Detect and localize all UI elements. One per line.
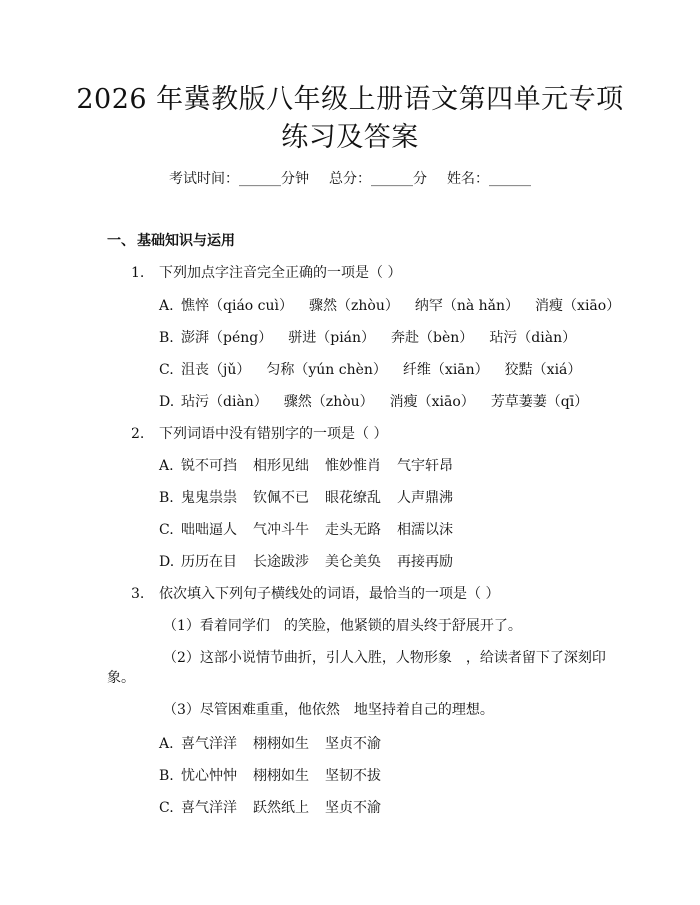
section-title: 基础知识与运用 xyxy=(137,233,235,249)
q1-option-c: C. 沮丧（jǔ） 匀称（yún chèn） 纤维（xiān） 狡黠（xiá） xyxy=(159,362,582,378)
exam-name: 姓名：______ xyxy=(447,171,531,187)
question-1 xyxy=(131,262,401,282)
exam-meta xyxy=(0,168,700,188)
q3-sentence-2: （2）这部小说情节曲折，引人入胜，人物形象 ，给读者留下了深刻印 xyxy=(163,650,606,666)
q1-option-a: A. 憔悴（qiáo cuì） 骤然（zhòu） 纳罕（nà hǎn） 消瘦（xiāo） xyxy=(159,298,621,314)
q2-option-b: B. 鬼鬼祟祟 钦佩不已 眼花缭乱 人声鼎沸 xyxy=(159,490,453,506)
document-title-line-2: 练习及答案 xyxy=(281,122,419,153)
question-number: 1. xyxy=(131,265,145,281)
exam-time: 考试时间：______分钟 xyxy=(169,171,309,187)
q2-option-a: A. 锐不可挡 相形见绌 惟妙惟肖 气宇轩昂 xyxy=(159,458,453,474)
q3-option-c: C. 喜气洋洋 跃然纸上 坚贞不渝 xyxy=(159,800,381,816)
q1-option-d: D. 玷污（diàn） 骤然（zhòu） 消瘦（xiāo） 芳草萋萋（qī） xyxy=(159,394,589,410)
q1-option-b: B. 澎湃（péng） 骈进（pián） 奔赴（bèn） 玷污（diàn） xyxy=(159,330,577,346)
question-text: 下列词语中没有错别字的一项是（ ） xyxy=(159,426,388,442)
q3-sentence-1: （1）看着同学们 的笑脸，他紧锁的眉头终于舒展开了。 xyxy=(163,618,522,634)
question-text: 依次填入下列句子横线处的词语，最恰当的一项是（ ） xyxy=(159,586,500,602)
question-2 xyxy=(131,423,387,443)
q2-option-d: D. 历历在目 长途跋涉 美仑美奂 再接再励 xyxy=(159,554,453,570)
section-number: 一、 xyxy=(107,233,135,249)
exam-score: 总分：______分 xyxy=(329,171,427,187)
q3-option-b: B. 忧心忡忡 栩栩如生 坚韧不拔 xyxy=(159,768,381,784)
question-number: 2. xyxy=(131,426,145,442)
section-heading xyxy=(107,230,235,250)
q3-option-a: A. 喜气洋洋 栩栩如生 坚贞不渝 xyxy=(159,736,381,752)
q2-option-c: C. 咄咄逼人 气冲斗牛 走头无路 相濡以沫 xyxy=(159,522,453,538)
q3-sentence-2-wrap: 象。 xyxy=(107,670,135,686)
question-3 xyxy=(131,583,499,603)
document-title-line-1: 2026 年冀教版八年级上册语文第四单元专项 xyxy=(76,84,624,115)
q3-sentence-3: （3）尽管困难重重，他依然 地坚持着自己的理想。 xyxy=(163,702,494,718)
question-text: 下列加点字注音完全正确的一项是（ ） xyxy=(159,265,402,281)
question-number: 3. xyxy=(131,586,145,602)
